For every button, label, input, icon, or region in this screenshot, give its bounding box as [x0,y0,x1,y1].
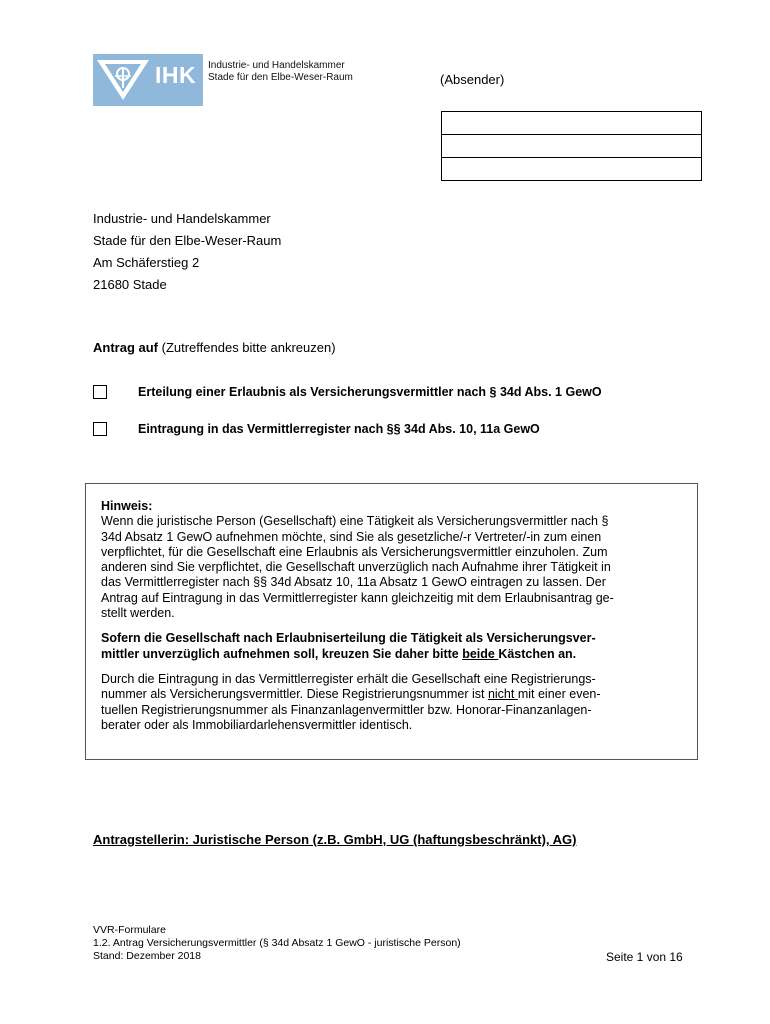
sender-field-1[interactable] [442,112,702,135]
hinweis-text-line: Antrag auf Eintragung in das Vermittlerregister kann gleichzeitig mit dem Erlaubnisantrag ge- [101,590,614,605]
hinweis-text-line: das Vermittlerregister nach §§ 34d Absatz 10, 11a Absatz 1 GewO eintragen zu lassen. Der [101,575,606,590]
option-eintragung-label: Eintragung in das Vermittlerregister nach §§ 34d Abs. 10, 11a GewO [138,422,540,436]
address-line: 21680 Stade [93,277,167,292]
hinweis-emphasis-post: Kästchen an. [498,646,577,661]
sender-field-2[interactable] [442,135,702,158]
checkbox-eintragung[interactable] [93,422,107,436]
hinweis-text-line: verpflichtet, für die Gesellschaft eine Erlaubnis als Versicherungsvermittler einzuholen. Zum [101,544,608,559]
address-line: Am Schäferstieg 2 [93,255,200,270]
sender-field-3[interactable] [442,158,702,181]
hinweis-text-pre: nummer als Versicherungsvermittler. Diese Registrierungsnummer ist [101,687,488,702]
footer-line: Stand: Dezember 2018 [93,950,201,962]
hinweis-emphasis-underline: beide [462,646,499,661]
hinweis-text-line: Wenn die juristische Person (Gesellschaft) eine Tätigkeit als Versicherungsvermittler nach § [101,514,609,529]
footer-line: 1.2. Antrag Versicherungsvermittler (§ 34d Absatz 1 GewO - juristische Person) [93,937,461,949]
logo-ihk-text: IHK [155,62,197,88]
sender-label: (Absender) [440,72,505,87]
logo-org-name [208,60,353,84]
hinweis-emphasis-line: Sofern die Gesellschaft nach Erlaubniserteilung die Tätigkeit als Versicherungsver- [101,631,596,646]
hinweis-content [101,499,681,743]
ihk-logo [93,54,203,106]
option-eintragung [93,422,540,437]
hinweis-text-line: 34d Absatz 1 GewO aufnehmen möchte, sind Sie als gesetzliche/-r Vertreter/-in zum einen [101,529,602,544]
antrag-label-rest: (Zutreffendes bitte ankreuzen) [158,340,336,355]
logo-org-line1: Industrie- und Handelskammer [208,60,345,71]
hinweis-text-line: anderen sind Sie verpflichtet, die Gesellschaft unverzüglich nach Aufnahme ihrer Tätigkeit in [101,560,611,575]
address-line: Industrie- und Handelskammer [93,211,271,226]
hinweis-title: Hinweis: [101,499,153,513]
page-number: Seite 1 von 16 [606,950,683,964]
option-erlaubnis [93,385,602,400]
hinweis-text-line: stellt werden. [101,606,175,621]
sender-fields [441,111,702,181]
hinweis-box [85,483,698,760]
footer-line: VVR-Formulare [93,924,166,936]
hinweis-text-line: tuellen Registrierungsnummer als Finanzanlagenvermittler bzw. Honorar-Finanzanlagen- [101,702,592,717]
checkbox-erlaubnis[interactable] [93,385,107,399]
antrag-label-bold: Antrag auf [93,340,158,355]
hinweis-emphasis-pre: mittler unverzüglich aufnehmen soll, kreuzen Sie daher bitte [101,646,463,661]
hinweis-text-line: berater oder als Immobiliardarlehensvermittler identisch. [101,717,413,732]
antrag-heading [93,340,336,355]
recipient-address [93,208,281,296]
hinweis-text-line: Durch die Eintragung in das Vermittlerregister erhält die Gesellschaft eine Registrierungs- [101,671,596,686]
footer [93,924,461,963]
logo-org-line2: Stade für den Elbe-Weser-Raum [208,72,353,83]
option-erlaubnis-label: Erteilung einer Erlaubnis als Versicherungsvermittler nach § 34d Abs. 1 GewO [138,385,602,399]
hinweis-text-underline: nicht [487,687,518,702]
address-line: Stade für den Elbe-Weser-Raum [93,233,282,248]
hinweis-text-post: mit einer even- [517,687,601,702]
applicant-heading: Antragstellerin: Juristische Person (z.B. GmbH, UG (haftungsbeschränkt), AG) [93,832,577,847]
